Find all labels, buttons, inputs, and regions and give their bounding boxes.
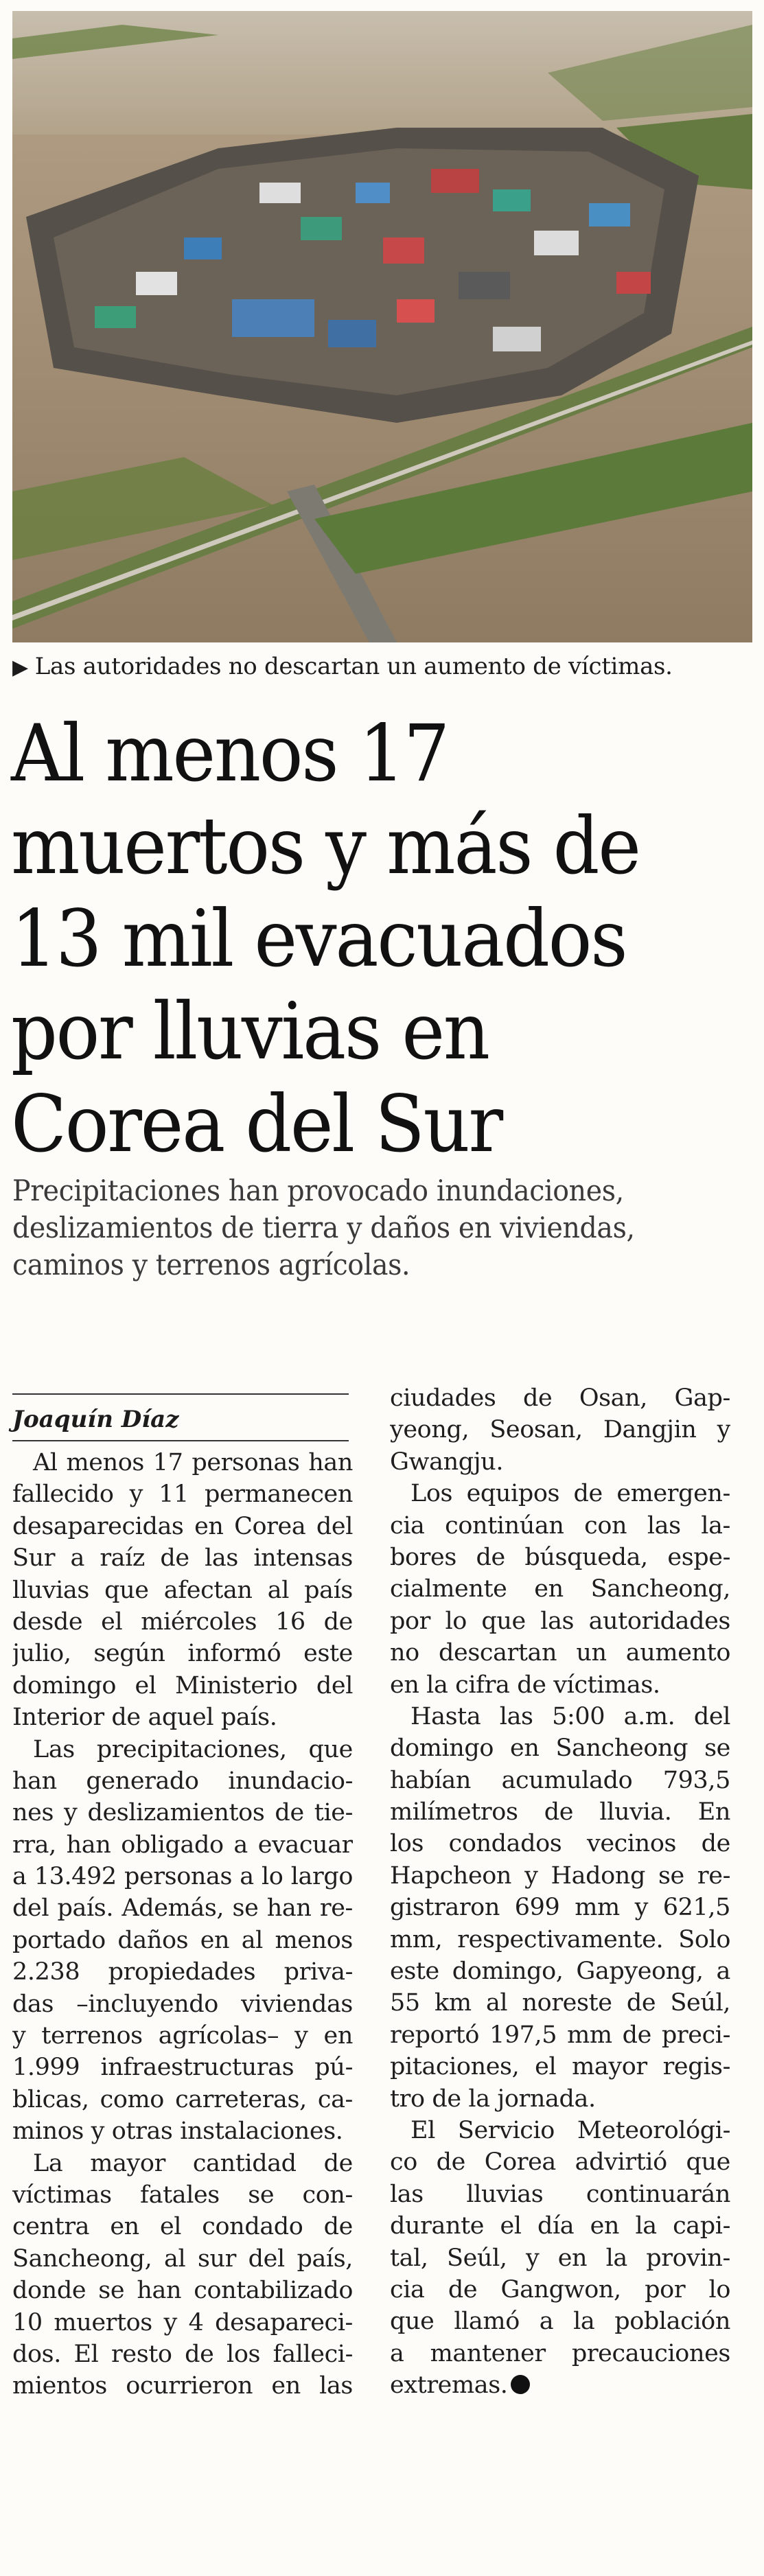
article-text-line: han generado inundacio- (12, 1767, 353, 1795)
headline-line: Al menos 17 (11, 708, 449, 799)
caption-text: Las autoridades no descartan un aumento de víctimas. (34, 653, 673, 680)
article-text-line: Los equipos de emergen- (410, 1480, 730, 1508)
headline (11, 707, 700, 1170)
article-text-line: habían acumulado 793,5 (390, 1766, 730, 1794)
article-text-line: Al menos 17 personas han (33, 1449, 353, 1476)
article-text-line: rra, han obligado a evacuar (12, 1831, 353, 1859)
article-text-line: a 13.492 personas a lo largo (12, 1863, 353, 1891)
article-text-line: víctimas fatales se con- (12, 2181, 353, 2209)
headline-line: Corea del Sur (11, 1078, 502, 1170)
article-text-line: El Servicio Meteorológi- (410, 2116, 730, 2144)
headline-line: muertos y más de (11, 800, 640, 892)
article-text-line: ciudades de Osan, Gap- (390, 1384, 730, 1412)
news-photo (12, 11, 752, 642)
end-of-article-icon (511, 2375, 530, 2394)
article-text-line: mm, respectivamente. Solo (390, 1925, 730, 1953)
article-text-line: mientos ocurrieron en las (12, 2372, 353, 2400)
article-text-line: milímetros de lluvia. En (390, 1798, 730, 1826)
flood-photo-image (12, 11, 752, 642)
article-text-line: desaparecidas en Corea del (12, 1512, 353, 1540)
article-text-line: lluvias que afectan al país (12, 1576, 353, 1604)
article-text-line: 1.999 infraestructuras pú- (12, 2054, 353, 2082)
article-text-line: del país. Además, se han re- (12, 1894, 353, 1923)
article-text-line: portado daños en al menos (12, 1926, 353, 1954)
article-text-line: este domingo, Gapyeong, a (390, 1958, 730, 1986)
article-text-line: a mantener precauciones (390, 2339, 730, 2367)
article-text-line: Las precipitaciones, que (33, 1735, 353, 1763)
subheadline-line: deslizamientos de tierra y daños en viviendas, (12, 1211, 635, 1244)
article-text-line: desde el miércoles 16 de (12, 1608, 353, 1636)
article-text-line: minos y otras instalaciones. (12, 2117, 343, 2146)
article-text-line: La mayor cantidad de (33, 2149, 353, 2177)
subheadline-line: caminos y terrenos agrícolas. (12, 1248, 410, 1281)
caption-marker-icon: ▶ (12, 655, 28, 680)
article-text-line: no descartan un aumento (390, 1639, 730, 1667)
article-text-line: das –incluyendo viviendas (12, 1990, 353, 2018)
article-text-line: yeong, Seosan, Dangjin y (390, 1416, 730, 1444)
article-text-line: nes y deslizamientos de tie- (12, 1799, 353, 1827)
article-text-line: los condados vecinos de (390, 1830, 730, 1858)
article-text-line: en la cifra de víctimas. (390, 1671, 660, 1699)
subheadline-line: Precipitaciones han provocado inundaciones, (12, 1174, 624, 1207)
article-text-line: blicas, como carreteras, ca- (12, 2085, 353, 2113)
photo-caption (12, 648, 754, 685)
article-text-line: que llamó a la población (390, 2308, 730, 2336)
article-text-line (390, 2369, 730, 2401)
article-text-line: domingo en Sancheong se (390, 1734, 730, 1763)
article-text-line: cialmente en Sancheong, (390, 1575, 730, 1603)
byline: Joaquín Díaz (12, 1406, 179, 1433)
article-column-2 (390, 1382, 730, 2402)
article-text-line: cia continúan con las la- (390, 1511, 730, 1540)
article-text-line: Sur a raíz de las intensas (12, 1544, 353, 1573)
article-text-line: las lluvias continuarán (390, 2180, 730, 2208)
article-text-line: 2.238 propiedades priva- (12, 1958, 353, 1986)
article-text-line: por lo que las autoridades (390, 1607, 730, 1635)
article-text-line: Hasta las 5:00 a.m. del (410, 1702, 730, 1730)
article-text-line: donde se han contabilizado (12, 2277, 353, 2305)
article-text-line: dos. El resto de los falleci- (12, 2340, 353, 2368)
article-text-line: fallecido y 11 permanecen (12, 1481, 353, 1509)
article-text-line: co de Corea advirtió que (390, 2148, 730, 2177)
article-text-line: Interior de aquel país. (12, 1704, 277, 1732)
headline-line: por lluvias en (11, 986, 489, 1077)
article-text-line: Gwangju. (390, 1448, 504, 1476)
article-text-line: bores de búsqueda, espe- (390, 1543, 730, 1571)
article-text-line: gistraron 699 mm y 621,5 (390, 1894, 730, 1922)
article-text-line: pitaciones, el mayor regis- (390, 2053, 730, 2081)
article-text-line: tro de la jornada. (390, 2085, 596, 2113)
byline-bottom-rule (12, 1440, 349, 1441)
article-text-line: cia de Gangwon, por lo (390, 2275, 730, 2304)
article-text-line: julio, según informó este (12, 1640, 353, 1668)
headline-line: 13 mil evacuados (11, 893, 627, 984)
article-text-line: 55 km al noreste de Seúl, (390, 1989, 730, 2017)
subheadline (12, 1172, 709, 1284)
article-column-1 (12, 1447, 353, 2402)
article-text-line: y terrenos agrícolas– y en (12, 2022, 353, 2050)
article-text-line: durante el día en la capi- (390, 2212, 730, 2240)
byline-top-rule (12, 1393, 349, 1395)
article-text-line: tal, Seúl, y en la provin- (390, 2244, 730, 2272)
article-text-line: reportó 197,5 mm de preci- (390, 2021, 730, 2049)
article-text-line: centra en el condado de (12, 2213, 353, 2241)
article-text-line: domingo el Ministerio del (12, 1671, 353, 1699)
article-text-line: Sancheong, al sur del país, (12, 2244, 353, 2273)
article-text-line: Hapcheon y Hadong se re- (390, 1861, 730, 1890)
article-text-line: 10 muertos y 4 desapareci- (12, 2308, 353, 2336)
article-text-fragment: extremas. (390, 2371, 508, 2400)
